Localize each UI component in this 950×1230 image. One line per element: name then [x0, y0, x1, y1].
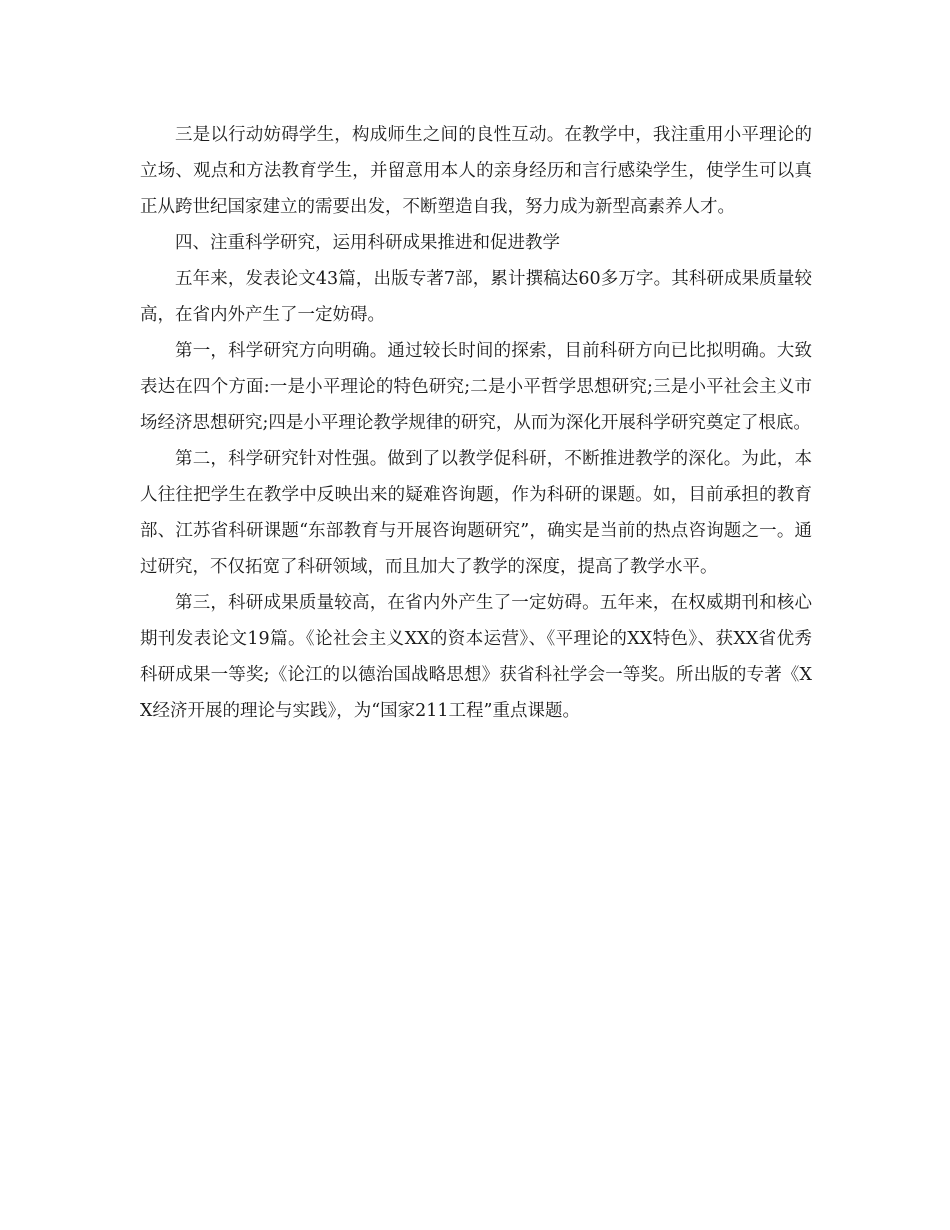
document-body — [140, 117, 812, 729]
paragraph-research-direction: 第一，科学研究方向明确。通过较长时间的探索，目前科研方向已比拟明确。大致表达在四个方面:一是小平理论的特色研究;二是小平哲学思想研究;三是小平社会主义市场经济思想研究;四是小平理论教学规律的研究，从而为深化开展科学研究奠定了根底。 — [140, 341, 812, 433]
paragraph-publications: 五年来，发表论文43篇，出版专著7部，累计撰稿达60多万字。其科研成果质量较高，在省内外产生了一定妨碍。 — [140, 269, 812, 325]
section-heading-research: 四、注重科学研究，运用科研成果推进和促进教学 — [175, 233, 560, 253]
paragraph-research-quality: 第三，科研成果质量较高，在省内外产生了一定妨碍。五年来，在权威期刊和核心期刊发表论文19篇。《论社会主义XX的资本运营》、《平理论的XX特色》、获XX省优秀科研成果一等奖;《论江的以德治国战略思想》获省科社学会一等奖。所出版的专著《XX经济开展的理论与实践》，为“国家211工程”重点课题。 — [140, 593, 812, 721]
paragraph-interaction: 三是以行动妨碍学生，构成师生之间的良性互动。在教学中，我注重用小平理论的立场、观点和方法教育学生，并留意用本人的亲身经历和言行感染学生，使学生可以真正从跨世纪国家建立的需要出发，不断塑造自我，努力成为新型高素养人才。 — [140, 125, 812, 217]
paragraph-research-relevance: 第二，科学研究针对性强。做到了以教学促科研，不断推进教学的深化。为此，本人往往把学生在教学中反映出来的疑难咨询题，作为科研的课题。如，目前承担的教育部、江苏省科研课题“东部教育与开展咨询题研究”，确实是当前的热点咨询题之一。通过研究，不仅拓宽了科研领域，而且加大了教学的深度，提高了教学水平。 — [140, 449, 812, 577]
